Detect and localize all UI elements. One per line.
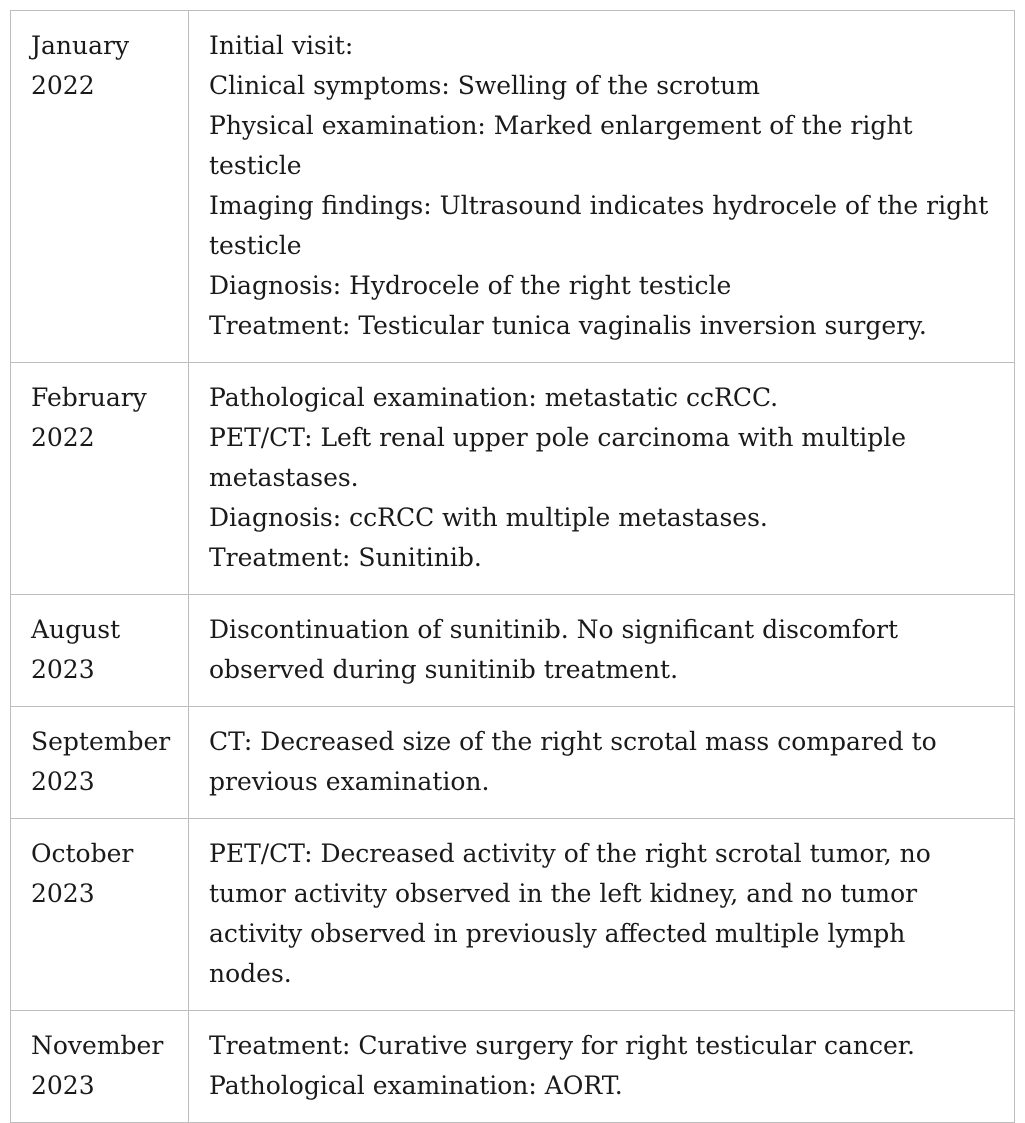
date-month: October [31, 839, 134, 868]
event-line: Initial visit: [209, 31, 354, 60]
date-cell [11, 363, 189, 595]
event-line: Pathological examination: metastatic ccRCC. [209, 383, 779, 412]
date-cell [11, 11, 189, 363]
table-row [11, 1011, 1015, 1123]
table-row [11, 595, 1015, 707]
event-cell [189, 707, 1015, 819]
event-line: Pathological examination: AORT. [209, 1071, 623, 1100]
date-year: 2023 [31, 879, 95, 908]
event-cell [189, 1011, 1015, 1123]
event-line: Diagnosis: ccRCC with multiple metastases. [209, 503, 768, 532]
event-line: Imaging findings: Ultrasound indicates hydrocele of the right testicle [209, 191, 989, 260]
event-line: CT: Decreased size of the right scrotal mass compared to previous examination. [209, 727, 937, 796]
event-line: PET/CT: Decreased activity of the right scrotal tumor, no tumor activity observed in the left kidney, and no tumor activity observed in previously affected multiple lymph nodes. [209, 839, 931, 988]
event-line: Treatment: Testicular tunica vaginalis inversion surgery. [209, 311, 927, 340]
event-line: Treatment: Sunitinib. [209, 543, 482, 572]
date-cell [11, 707, 189, 819]
timeline-table [10, 10, 1015, 1123]
date-month: January [31, 31, 130, 60]
date-month: August [31, 615, 121, 644]
event-cell [189, 819, 1015, 1011]
event-line: Physical examination: Marked enlargement of the right testicle [209, 111, 913, 180]
date-year: 2022 [31, 423, 95, 452]
date-year: 2023 [31, 1071, 95, 1100]
date-year: 2023 [31, 767, 95, 796]
event-line: PET/CT: Left renal upper pole carcinoma with multiple metastases. [209, 423, 907, 492]
table-row [11, 363, 1015, 595]
event-cell [189, 363, 1015, 595]
date-year: 2023 [31, 655, 95, 684]
table-row [11, 11, 1015, 363]
event-line: Diagnosis: Hydrocele of the right testicle [209, 271, 732, 300]
date-year: 2022 [31, 71, 95, 100]
date-cell [11, 1011, 189, 1123]
date-month: September [31, 727, 171, 756]
date-cell [11, 819, 189, 1011]
event-line: Clinical symptoms: Swelling of the scrotum [209, 71, 760, 100]
table-row [11, 819, 1015, 1011]
table-row [11, 707, 1015, 819]
event-cell [189, 11, 1015, 363]
event-cell [189, 595, 1015, 707]
event-line: Discontinuation of sunitinib. No significant discomfort observed during sunitinib treatment. [209, 615, 898, 684]
date-month: February [31, 383, 147, 412]
date-month: November [31, 1031, 164, 1060]
date-cell [11, 595, 189, 707]
event-line: Treatment: Curative surgery for right testicular cancer. [209, 1031, 915, 1060]
